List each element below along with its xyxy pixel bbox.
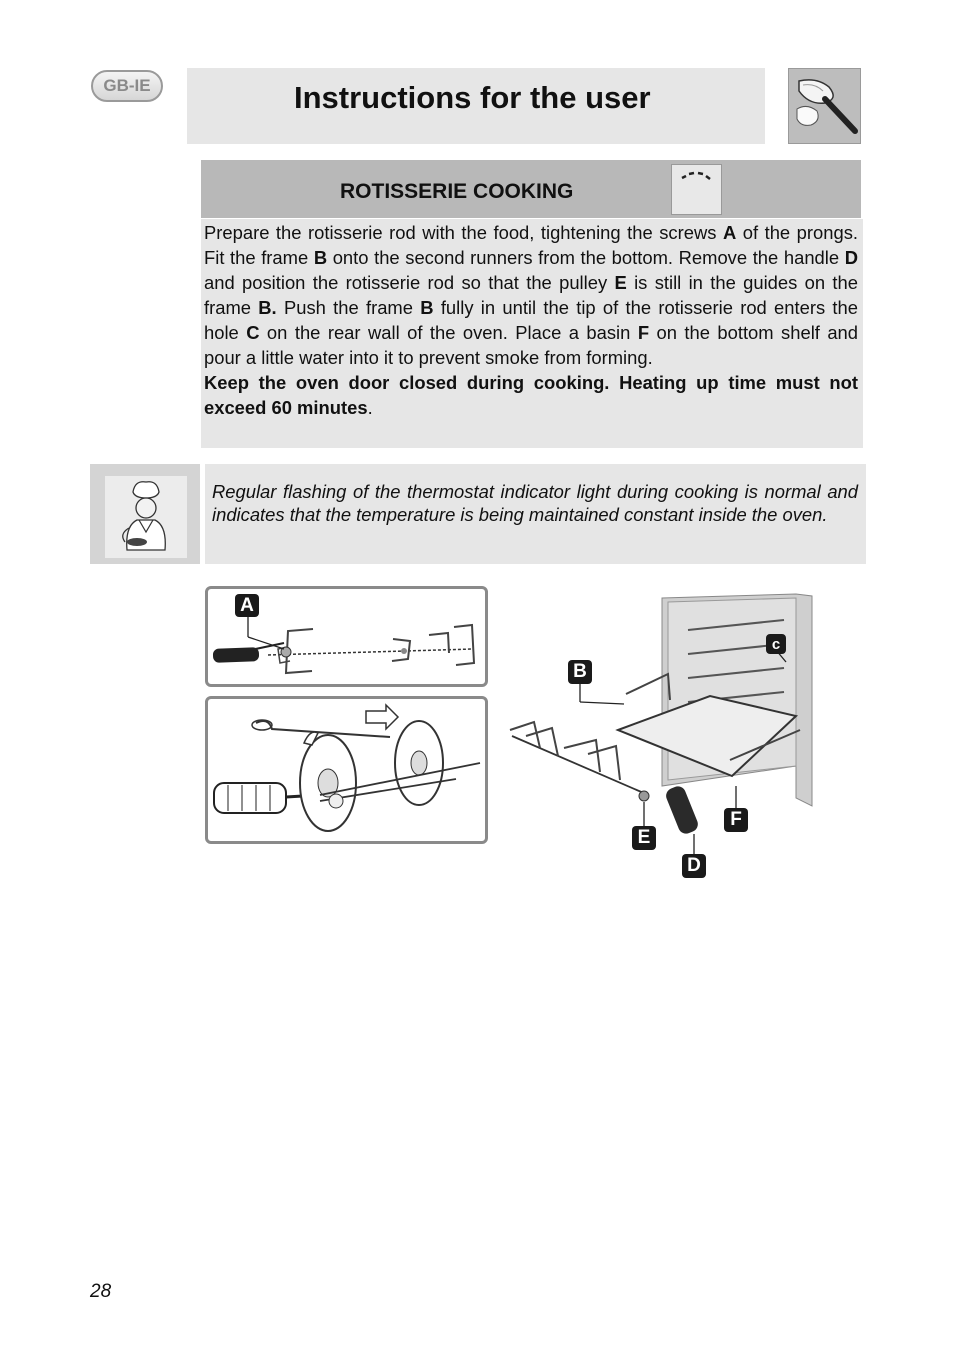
section-title: ROTISSERIE COOKING: [340, 180, 574, 203]
paragraph-bold-ref: B: [420, 297, 434, 318]
note-text: Regular flashing of the thermostat indicator light during cooking is normal and indicates that the temperature is being maintained constant inside the oven.: [212, 481, 858, 525]
region-badge: GB-IE: [91, 70, 163, 102]
paragraph-segment: Prepare the rotisserie rod with the food, tightening the screws: [204, 222, 723, 243]
spoon-chef-hat-icon: [788, 68, 861, 144]
paragraph-bold-ref: B.: [258, 297, 277, 318]
paragraph-segment: fully in until the tip of the rotisserie rod enters the hole: [204, 297, 859, 343]
paragraph-bold-ref: D: [844, 247, 858, 268]
label-e: E: [632, 826, 656, 850]
warning-bold: Keep the oven door closed during cooking. Heating up time must not exceed 60 minutes: [204, 372, 858, 418]
chef-icon: [105, 476, 187, 558]
rotisserie-icon: [671, 164, 722, 215]
label-f: F: [724, 808, 748, 832]
warning-paragraph: [204, 370, 858, 420]
pulley-assembly-drawing: [208, 699, 485, 841]
figure-assembly-panel: [205, 696, 488, 844]
paragraph-bold-ref: A: [722, 222, 737, 243]
page-number: 28: [90, 1281, 112, 1302]
label-b: B: [568, 660, 592, 684]
paragraph-bold-ref: F: [637, 322, 650, 343]
paragraph-bold-ref: C: [246, 322, 260, 343]
paragraph-segment: Push the frame: [276, 297, 421, 318]
label-c: c: [766, 634, 786, 654]
instructions-paragraph: [204, 220, 858, 370]
paragraph-segment: is still in the guides on the frame: [204, 272, 858, 318]
label-a: A: [235, 594, 259, 617]
paragraph-segment: onto the second runners from the bottom. Remove the handle: [327, 247, 845, 268]
figure-oven: [500, 590, 815, 882]
paragraph-bold-ref: E: [614, 272, 627, 293]
label-d: D: [682, 854, 706, 878]
paragraph-bold-ref: B: [313, 247, 328, 268]
paragraph-segment: and position the rotisserie rod so that the pulley: [204, 272, 615, 293]
instructions-text: [204, 220, 858, 420]
paragraph-segment: on the bottom shelf and pour a little water into it to prevent smoke from forming.: [204, 322, 859, 368]
paragraph-segment: on the rear wall of the oven. Place a basin: [259, 322, 638, 343]
figure-rod-panel: [205, 586, 488, 687]
page-title: Instructions for the user: [294, 80, 651, 115]
warning-end: .: [367, 397, 373, 418]
paragraph-segment: of the prongs. Fit the frame: [204, 222, 858, 268]
